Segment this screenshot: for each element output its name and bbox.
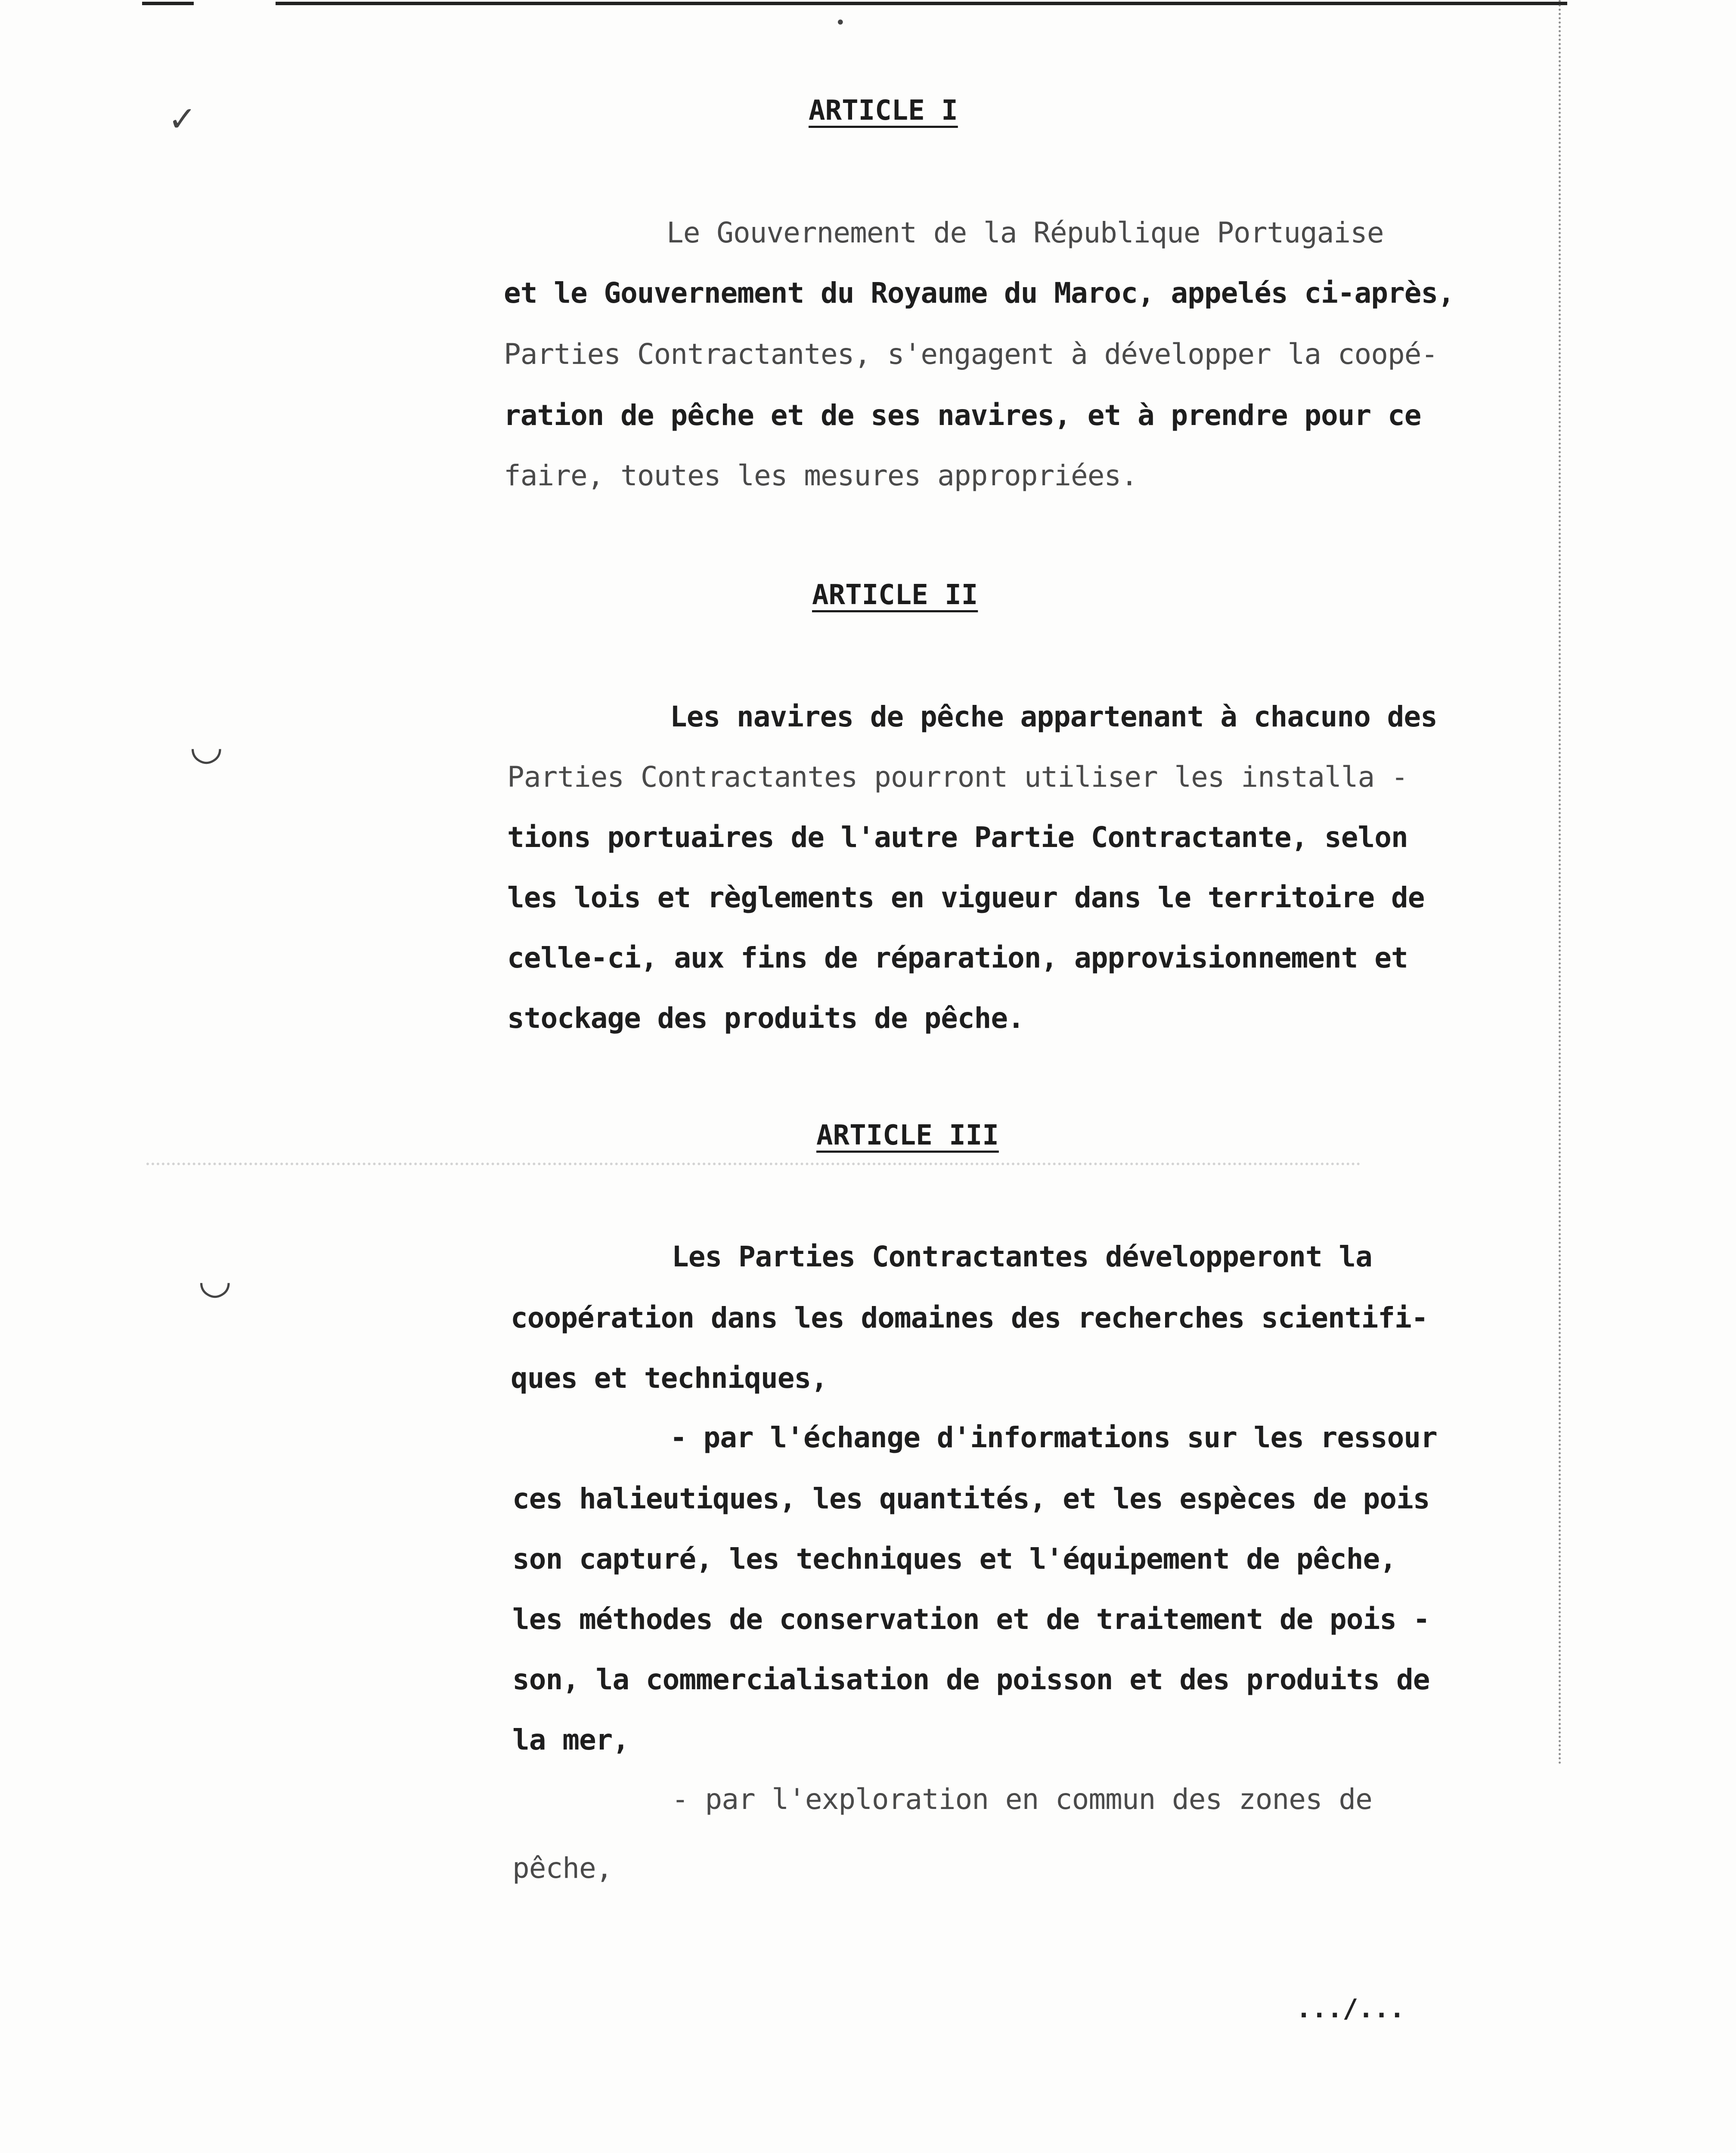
article-heading: ARTICLE III — [816, 1120, 999, 1151]
article-text-line: la mer, — [512, 1723, 629, 1756]
article-text-line: - par l'exploration en commun des zones de — [672, 1783, 1372, 1816]
article-text-line: et le Gouvernement du Royaume du Maroc, appelés ci-après, — [504, 276, 1454, 310]
article-text-line: faire, toutes les mesures appropriées. — [504, 459, 1138, 492]
article-text-line: pêche, — [512, 1852, 613, 1885]
article-text-line: ques et techniques, — [511, 1362, 828, 1395]
article-text-line: tions portuaires de l'autre Partie Contractante, selon — [507, 821, 1408, 854]
continuation-mark: .../... — [1296, 1994, 1405, 2024]
scan-mark-check: ✓ — [168, 99, 197, 139]
scan-mark-curve: ◡ — [198, 1257, 232, 1303]
scan-mark-dot: • — [835, 13, 846, 33]
article-text-line: son, la commercialisation de poisson et des produits de — [512, 1663, 1430, 1696]
scan-mark-curve: ◡ — [189, 723, 223, 769]
article-text-line: Le Gouvernement de la République Portugaise — [666, 216, 1384, 249]
article-text-line: les lois et règlements en vigueur dans le territoire de — [507, 881, 1425, 914]
article-heading: ARTICLE II — [812, 579, 978, 611]
scan-top-rule-fragment — [142, 2, 194, 5]
article-text-line: - par l'échange d'informations sur les ressour — [670, 1421, 1437, 1454]
article-text-line: les méthodes de conservation et de traitement de pois - — [512, 1603, 1430, 1636]
article-text-line: Les navires de pêche appartenant à chacuno des — [670, 700, 1437, 733]
scan-top-rule — [276, 2, 1567, 5]
scan-speckle-band — [146, 1163, 1361, 1187]
article-text-line: Parties Contractantes pourront utiliser les installa - — [507, 760, 1408, 794]
article-text-line: Les Parties Contractantes développeront la — [672, 1240, 1372, 1273]
article-text-line: coopération dans les domaines des recherches scientifi- — [511, 1301, 1428, 1334]
article-text-line: ces halieutiques, les quantités, et les espèces de pois — [512, 1482, 1430, 1515]
article-text-line: celle-ci, aux fins de réparation, approvisionnement et — [507, 941, 1408, 974]
article-text-line: Parties Contractantes, s'engagent à développer la coopé- — [504, 338, 1438, 371]
article-text-line: stockage des produits de pêche. — [507, 1002, 1024, 1035]
article-text-line: ration de pêche et de ses navires, et à prendre pour ce — [504, 399, 1421, 432]
article-text-line: son capturé, les techniques et l'équipement de pêche, — [512, 1542, 1396, 1576]
article-heading: ARTICLE I — [809, 95, 958, 127]
scan-right-edge-artifact — [1541, 0, 1561, 1765]
